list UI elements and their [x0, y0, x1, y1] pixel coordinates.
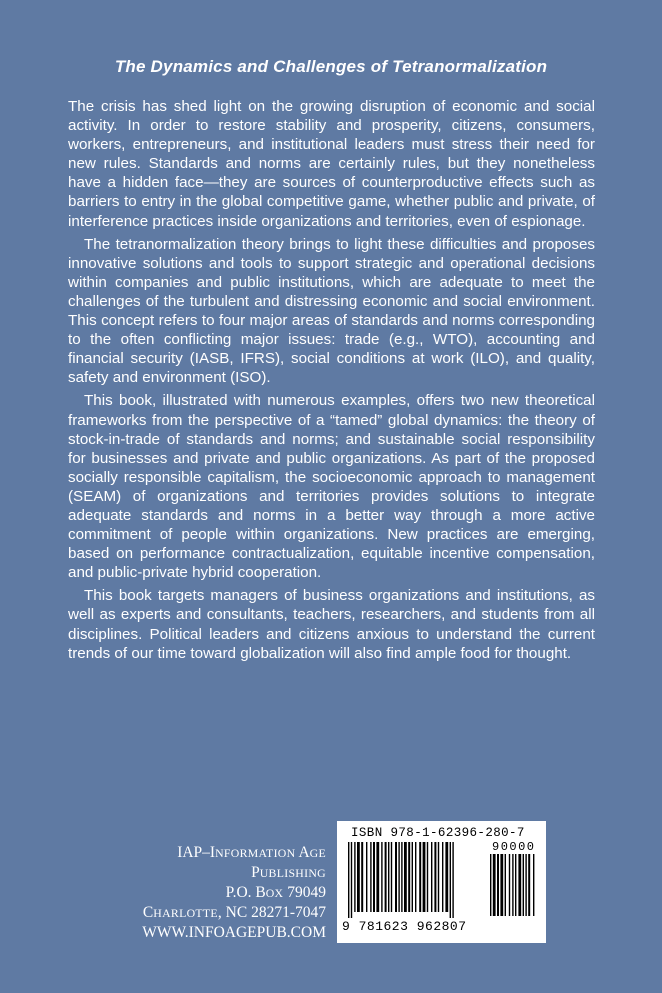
publisher-city: CHARLOTTE, NC 28271-7047 [142, 904, 326, 921]
isbn-barcode [337, 821, 546, 943]
back-cover-title: The Dynamics and Challenges of Tetranormalization [114, 57, 548, 76]
blurb [68, 97, 595, 667]
publisher-website: WWW.INFOAGEPUB.COM [142, 924, 326, 941]
publisher-address [126, 843, 326, 942]
blurb-paragraph-4: This book targets managers of business organizations and institutions, as well as experts and consultants, teachers, researchers, and students from all disciplines. Political leaders and citizens anxious to understand the current trends of our time toward globalization will also find ample food for thought. [68, 587, 595, 662]
blurb-paragraph-3: This book, illustrated with numerous examples, offers two new theoretical frameworks from the perspective of a “tamed” global dynamics: the theory of stock-in-trade of standards and norms; and sustainable social responsibility for businesses and private and public organizations. As part of the proposed socially responsible capitalism, the socioeconomic approach to management (SEAM) of organizations and territories provides solutions to integrate adequate standards and norms in a better way through a more active commitment of people within organizations. New practices are emerging, based on performance contractualization, equitable incentive compensation, and public-private hybrid cooperation. [68, 392, 595, 582]
publisher-pobox: P.O. BOX 79049 [225, 884, 326, 901]
ean-number: 9 781623 962807 [342, 919, 467, 934]
publisher-name: IAP–INFORMATION AGE PUBLISHING [177, 844, 326, 881]
addon-barcode-bars [490, 854, 536, 918]
ean-barcode-bars [348, 842, 486, 918]
isbn-number: ISBN 978-1-62396-280-7 [351, 826, 525, 840]
blurb-paragraph-1: The crisis has shed light on the growing disruption of economic and social activity. In order to restore stability and prosperity, citizens, consumers, workers, entrepreneurs, and institutional leaders must stress their need for new rules. Standards and norms are certainly rules, but they nonetheless have a hidden face—they are sources of counterproductive effects such as barriers to entry in the global competitive game, whether public and private, of interference practices inside organizations and territories, even of espionage. [68, 98, 595, 230]
addon-number: 90000 [492, 840, 536, 854]
blurb-paragraph-2: The tetranormalization theory brings to light these difficulties and proposes innovative solutions and tools to support strategic and operational decisions within companies and public institutions, which are adequate to meet the challenges of the turbulent and distressing economic and social environment. This concept refers to four major areas of standards and norms corresponding to the often conflicting major issues: trade (e.g., WTO), accounting and financial security (IASB, IFRS), social conditions at work (ILO), and quality, safety and environment (ISO). [68, 235, 595, 387]
